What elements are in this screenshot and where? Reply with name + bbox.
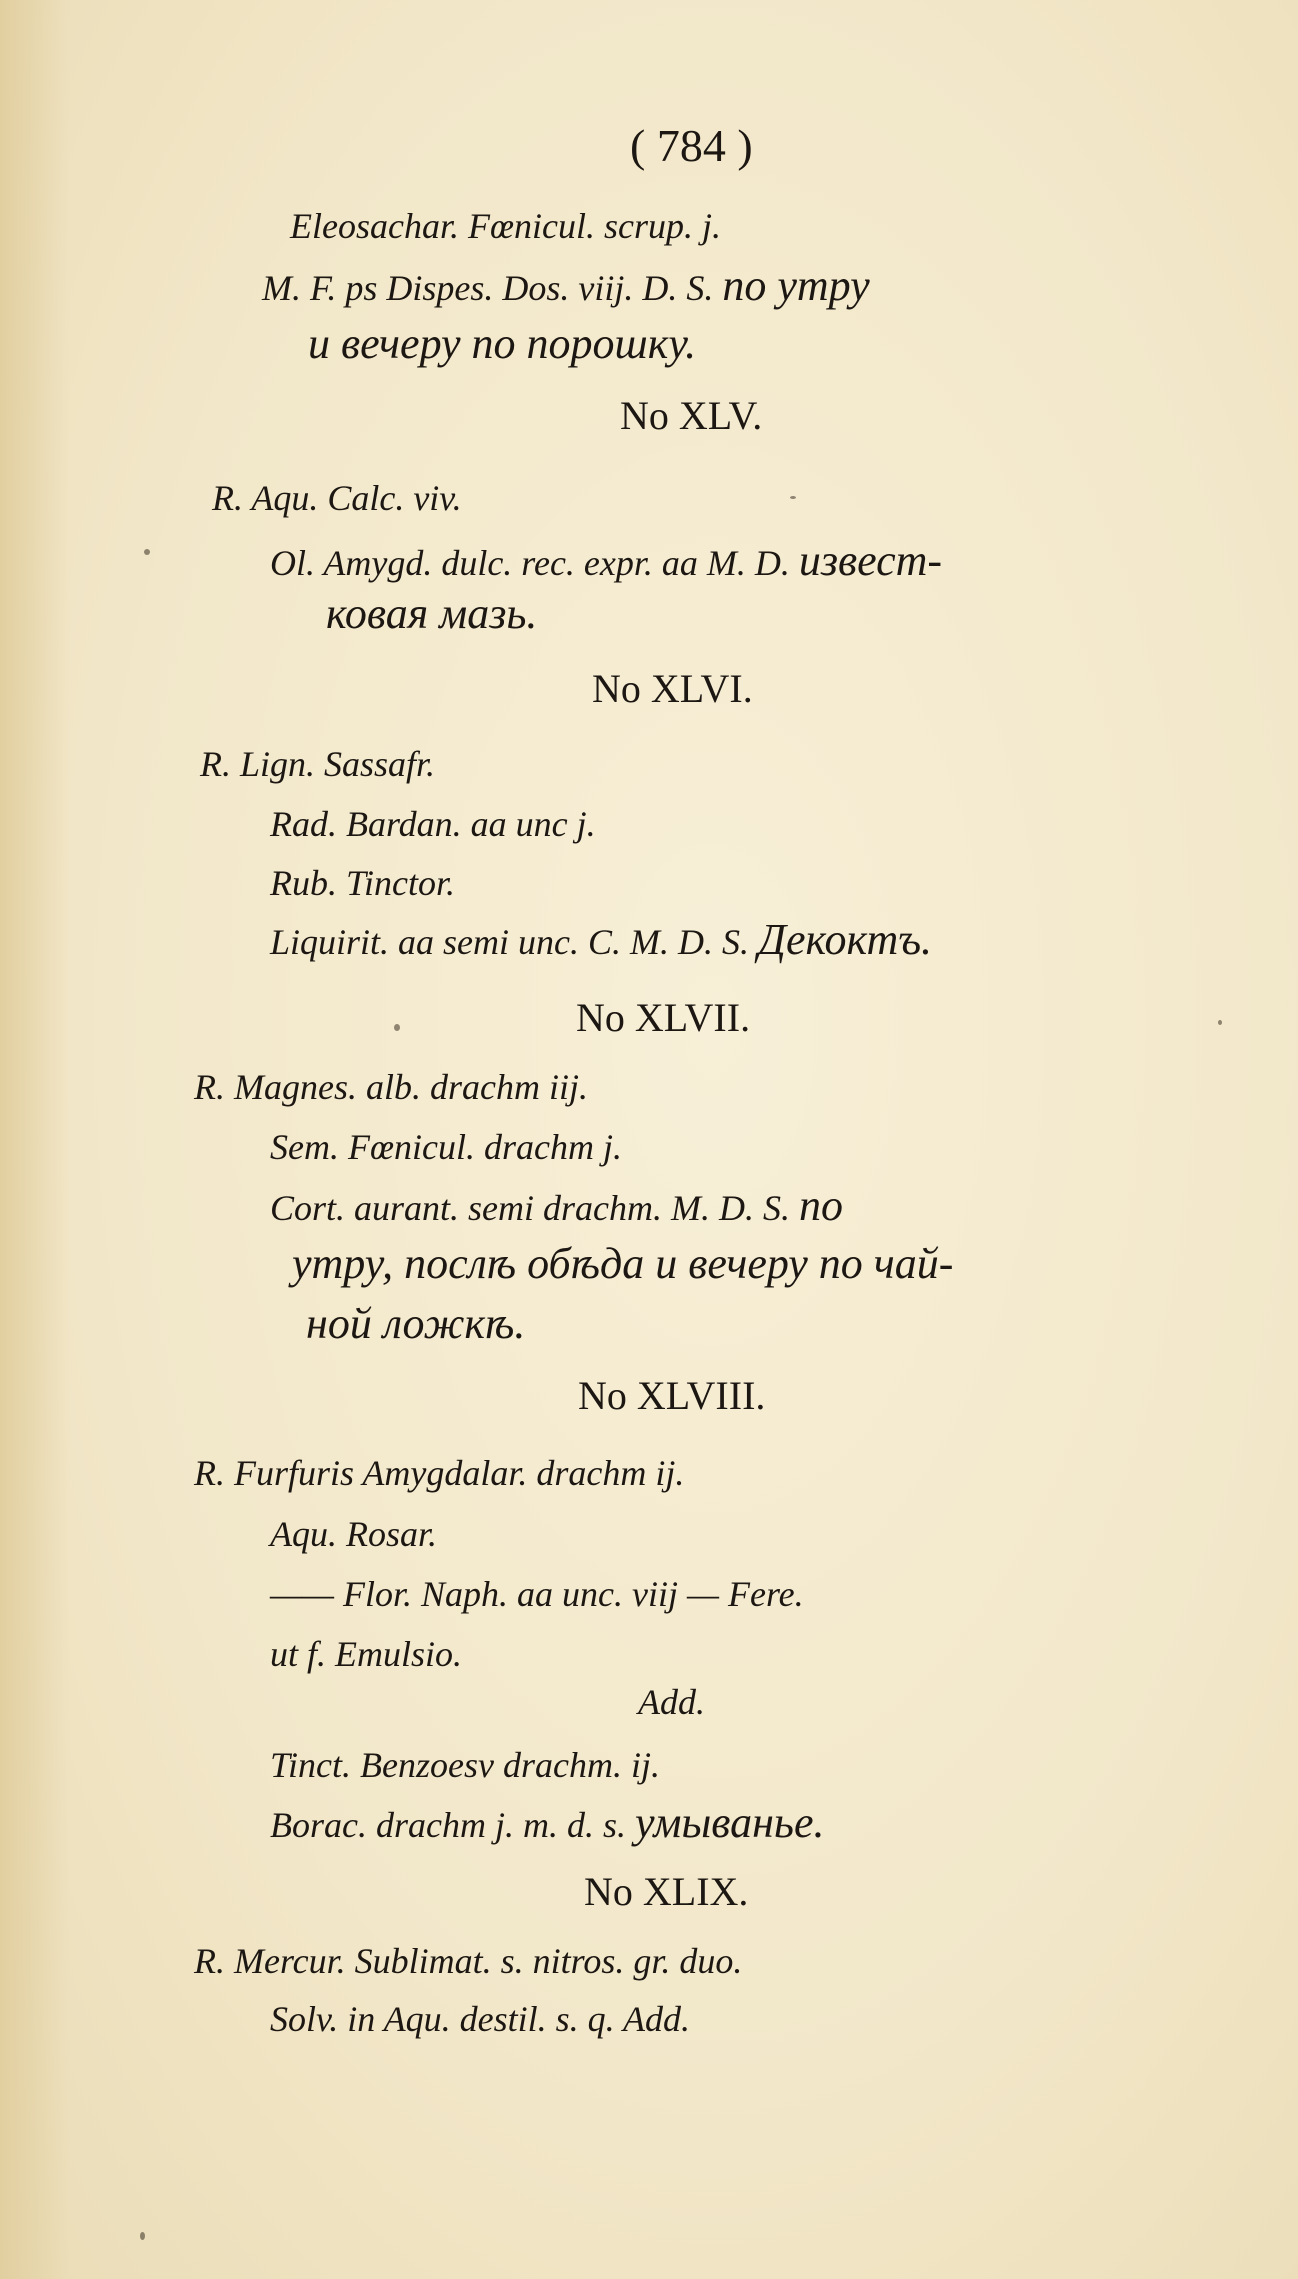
text-segment: Liquirit. aa semi unc. C. M. D. S. <box>270 922 750 962</box>
text-line: Rub. Tinctor. <box>270 863 456 903</box>
text-line <box>270 1182 843 1232</box>
text-segment: извест- <box>798 536 943 585</box>
text-segment: по <box>799 1181 843 1230</box>
text-line: R. Furfuris Amygdalar. drachm ij. <box>194 1453 685 1493</box>
text-line: и вечеру по порошку. <box>308 319 697 368</box>
text-line <box>262 262 870 312</box>
recipe-heading: No XLVII. <box>576 995 751 1040</box>
text-line: Aqu. Rosar. <box>270 1514 438 1554</box>
text-line: R. Magnes. alb. drachm iij. <box>194 1067 588 1107</box>
text-segment: Ol. Amygd. dulc. rec. expr. aa M. D. <box>270 543 790 583</box>
text-line: утру, послѣ обѣда и вечеру по чай- <box>292 1239 954 1288</box>
text-segment: умыванье. <box>634 1798 825 1847</box>
page-number: ( 784 ) <box>630 120 753 171</box>
text-line: ut f. Emulsio. <box>270 1634 463 1674</box>
text-line: Solv. in Aqu. destil. s. q. Add. <box>270 1999 690 2039</box>
text-line: Tinct. Benzoesv drachm. ij. <box>270 1745 660 1785</box>
text-line <box>270 916 932 966</box>
text-segment: Cort. aurant. semi drachm. M. D. S. <box>270 1188 790 1228</box>
text-line: Add. <box>638 1682 705 1722</box>
text-line: Sem. Fœnicul. drachm j. <box>270 1127 622 1167</box>
recipe-heading: No XLV. <box>620 393 763 438</box>
text-line: —— Flor. Naph. aa unc. viij — Fere. <box>270 1574 804 1614</box>
paper-speck <box>140 2232 145 2240</box>
text-line: R. Lign. Sassafr. <box>200 744 436 784</box>
recipe-heading: No XLVIII. <box>578 1373 766 1418</box>
text-line: Rad. Bardan. aa unc j. <box>270 804 596 844</box>
recipe-heading: No XLVI. <box>592 666 753 711</box>
text-line: ковая мазь. <box>326 589 538 638</box>
text-segment: Декоктъ. <box>758 915 933 964</box>
text-line: Eleosachar. Fœnicul. scrup. j. <box>290 206 721 246</box>
text-line: R. Aqu. Calc. viv. <box>212 478 462 518</box>
paper-speck <box>1218 1020 1222 1025</box>
paper-speck <box>790 496 796 499</box>
recipe-heading: No XLIX. <box>584 1869 749 1914</box>
text-line: R. Mercur. Sublimat. s. nitros. gr. duo. <box>194 1941 743 1981</box>
paper-speck <box>394 1024 400 1031</box>
text-segment: Borac. drachm j. m. d. s. <box>270 1805 626 1845</box>
text-line: ной ложкѣ. <box>306 1299 526 1348</box>
text-line <box>270 1799 824 1849</box>
text-segment: по утру <box>722 261 870 310</box>
paper-speck <box>144 549 150 555</box>
text-line <box>270 537 942 587</box>
text-segment: M. F. ps Dispes. Dos. viij. D. S. <box>262 268 714 308</box>
